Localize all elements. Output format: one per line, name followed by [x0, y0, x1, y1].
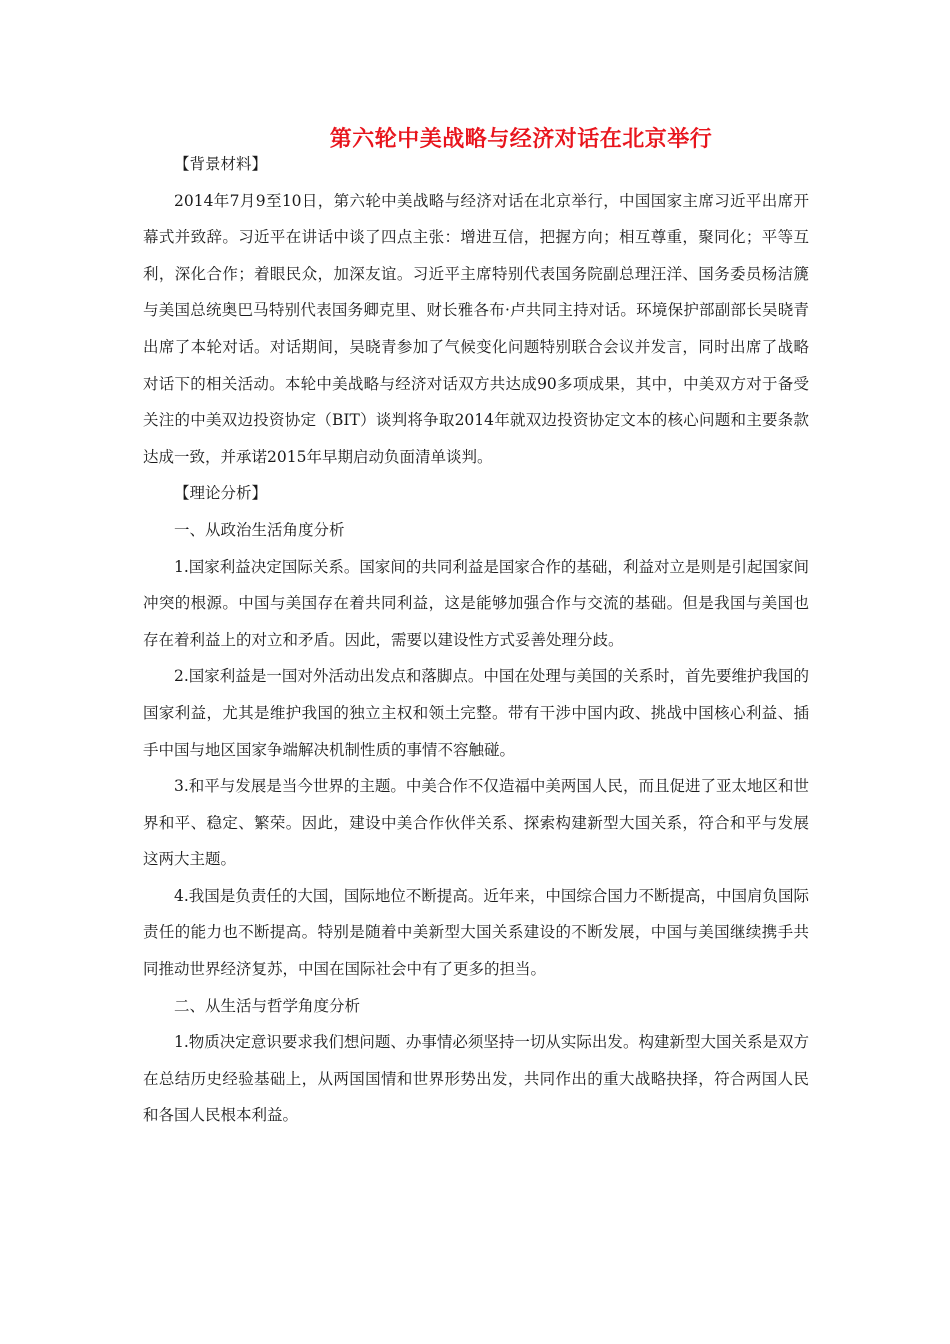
document-title: 第六轮中美战略与经济对话在北京举行: [329, 126, 713, 152]
document-body: [143, 146, 809, 1134]
background-heading: 【背景材料】: [174, 155, 268, 173]
background-paragraph: 2014年7月9至10日，第六轮中美战略与经济对话在北京举行，中国国家主席习近平出席开幕式并致辞。习近平在讲话中谈了四点主张：增进互信，把握方向；相互尊重，聚同化；平等互利，深化合作；着眼民众，加深友谊。习近平主席特别代表国务院副总理汪洋、国务委员杨洁篪与美国总统奥巴马特别代表国务卿克里、财长雅各布·卢共同主持对话。环境保护部副部长吴晓青出席了本轮对话。对话期间，吴晓青参加了气候变化问题特别联合会议并发言，同时出席了战略对话下的相关活动。本轮中美战略与经济对话双方共达成90多项成果，其中，中美双方对于备受关注的中美双边投资协定（BIT）谈判将争取2014年就双边投资协定文本的核心问题和主要条款达成一致，并承诺2015年早期启动负面清单谈判。: [143, 191, 809, 466]
part2-heading: 二、从生活与哲学角度分析: [174, 996, 361, 1015]
analysis-heading: 【理论分析】: [174, 484, 268, 503]
part1-paragraph-4: 4.我国是负责任的大国，国际地位不断提高。近年来，中国综合国力不断提高，中国肩负国际责任的能力也不断提高。特别是随着中美新型大国关系建设的不断发展，中国与美国继续携手共同推动世界经济复苏，中国在国际社会中有了更多的担当。: [143, 886, 809, 979]
part1-paragraph-2: 2.国家利益是一国对外活动出发点和落脚点。中国在处理与美国的关系时，首先要维护我国的国家利益，尤其是维护我国的独立主权和领土完整。带有干涉中国内政、挑战中国核心利益、插手中国与地区国家争端解决机制性质的事情不容触碰。: [143, 667, 809, 759]
part2-paragraph-1: 1.物质决定意识要求我们想问题、办事情必须坚持一切从实际出发。构建新型大国关系是双方在总结历史经验基础上，从两国国情和世界形势出发，共同作出的重大战略抉择，符合两国人民和各国人民根本利益。: [143, 1033, 809, 1125]
part1-heading: 一、从政治生活角度分析: [174, 520, 345, 539]
part1-paragraph-3: 3.和平与发展是当今世界的主题。中美合作不仅造福中美两国人民，而且促进了亚太地区和世界和平、稳定、繁荣。因此，建设中美合作伙伴关系、探索构建新型大国关系，符合和平与发展这两大主题。: [143, 777, 809, 869]
part1-paragraph-1: 1.国家利益决定国际关系。国家间的共同利益是国家合作的基础，利益对立是则是引起国家间冲突的根源。中国与美国存在着共同利益，这是能够加强合作与交流的基础。但是我国与美国也存在着利益上的对立和矛盾。因此，需要以建设性方式妥善处理分歧。: [143, 557, 809, 649]
